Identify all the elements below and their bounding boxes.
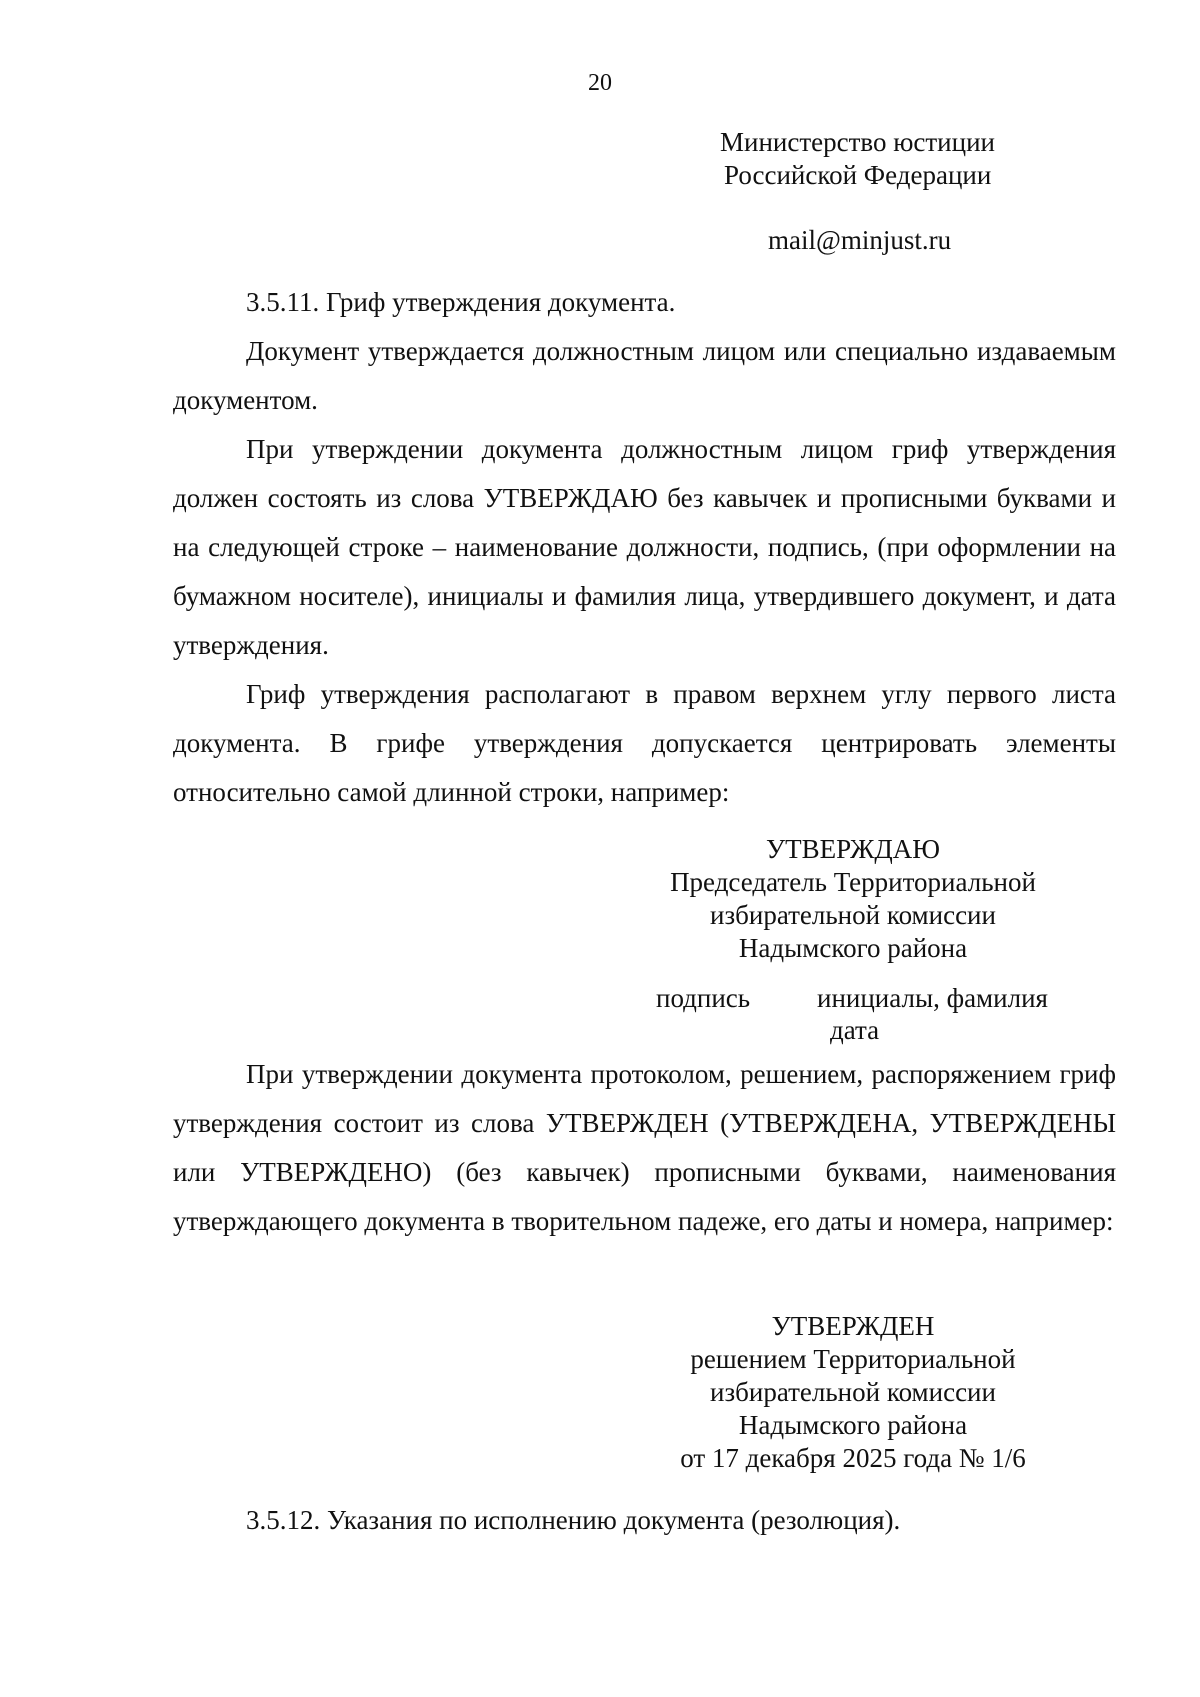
- stamp-position-line-2: избирательной комиссии: [710, 900, 996, 930]
- addressee-line-2: Российской Федерации: [724, 160, 992, 190]
- stamp-position-line-3: Надымского района: [738, 933, 968, 963]
- stamp-position-line-1: Председатель Территориальной: [670, 867, 1036, 897]
- stamp-line-2: избирательной комиссии: [710, 1377, 996, 1407]
- paragraph-document-approval: При утверждении документа протоколом, решением, распоряжением гриф утверждения состоит из слова УТВЕРЖДЕН (УТВЕРЖДЕНА, УТВЕРЖДЕНЫ или УТВЕРЖДЕНО) (без кавычек) прописными буквами, наименования утверждающего документа в творительном падеже, его даты и номера, например:: [173, 1059, 1116, 1236]
- addressee-line-1: Министерство юстиции: [720, 127, 995, 157]
- stamp-word: УТВЕРЖДЕН: [771, 1311, 935, 1341]
- stamp-date-label: дата: [830, 1015, 880, 1045]
- stamp-line-4: от 17 декабря 2025 года № 1/6: [680, 1443, 1026, 1473]
- page-number: 20: [588, 70, 612, 96]
- approval-stamp-example-1: [653, 833, 1053, 965]
- addressee-email: mail@minjust.ru: [768, 225, 952, 255]
- paragraph-approval-methods: Документ утверждается должностным лицом или специально издаваемым документом.: [173, 336, 1116, 415]
- stamp-word: УТВЕРЖДАЮ: [765, 834, 941, 864]
- section-heading-3-5-12: 3.5.12. Указания по исполнению документа (резолюция).: [246, 1505, 901, 1535]
- paragraph-official-approval: При утверждении документа должностным лицом гриф утверждения должен состоять из слова УТВЕРЖДАЮ без кавычек и прописными буквами и на следующей строке – наименование должности, подпись, (при оформлении на бумажном носителе), инициалы и фамилия лица, утвердившего документ, и дата утверждения.: [173, 434, 1116, 660]
- approval-stamp-example-2: [653, 1310, 1053, 1475]
- stamp-line-3: Надымского района: [738, 1410, 968, 1440]
- section-heading-3-5-11: 3.5.11. Гриф утверждения документа.: [246, 287, 676, 317]
- paragraph-placement: Гриф утверждения располагают в правом верхнем углу первого листа документа. В грифе утверждения допускается центрировать элементы относительно самой длинной строки, например:: [173, 679, 1116, 807]
- stamp-line-1: решением Территориальной: [690, 1344, 1016, 1374]
- stamp-signature-label: подпись: [656, 983, 751, 1013]
- stamp-initials-label: инициалы, фамилия: [817, 983, 1048, 1013]
